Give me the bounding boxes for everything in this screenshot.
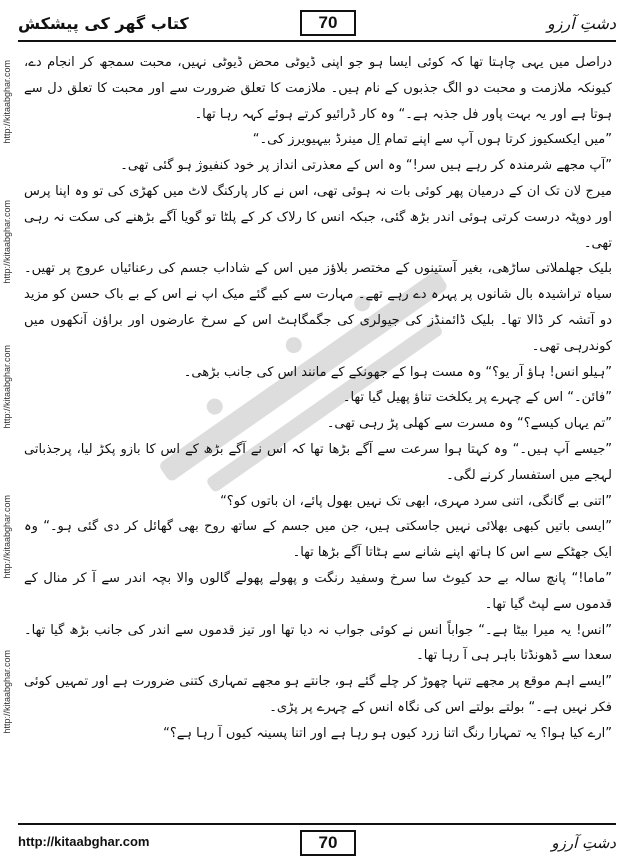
paragraph: ”انس! یہ میرا بیٹا ہے۔“ جواباً انس نے کوئی جواب نہ دیا تھا اور تیز قدموں سے اندر کی جانب بڑھ گیا تھا۔ سعدا سے ڈھونڈتا باہر ہی آ رہا تھا۔ xyxy=(24,622,612,664)
footer-rule xyxy=(18,823,616,825)
paragraph: ”ایسی باتیں کبھی بھلائی نہیں جاسکتی ہیں، جن میں جسم کے ساتھ روح بھی گھائل کر دی گئی ہو۔“ وہ ایک جھٹکے سے اس کا ہاتھ اپنے شانے سے ہٹاتا آگے بڑھا تھا۔ xyxy=(24,519,612,561)
paragraph: بلیک جھلملاتی ساڑھی، بغیر آستینوں کے مختصر بلاؤز میں اس کے شاداب جسم کی رعنائیاں عروج پر تھیں۔ سیاہ تراشیدہ بال شانوں پر پہرہ دے رہے تھے۔ مہارت سے کیے گئے میک اپ نے اس کے بے باک حسن کو مزید دو آتشہ کر ڈالا تھا۔ بلیک ڈائمنڈز کی جیولری کی جگمگاہٹ اس کے سرخ عارضوں اور براؤن آنکھوں میں کوندرہی تھی۔ xyxy=(24,261,612,354)
paragraph: میرج لان تک ان کے درمیان پھر کوئی بات نہ ہوئی تھی، اس نے کار پارکنگ لاٹ میں کھڑی کی تو وہ اپنا پرس اور دوپٹہ درست کرتی ہوئی اندر بڑھ گئی، جبکہ انس کا رلاک کر کے پلٹا تو گویا آگے بڑھنے کی سکت نہ رہی تھی۔ xyxy=(24,183,612,251)
article-body xyxy=(24,50,612,816)
header-rule xyxy=(18,40,616,42)
side-url-3: http://kitaabghar.com xyxy=(2,345,12,429)
side-url-1: http://kitaabghar.com xyxy=(2,60,12,144)
side-url-4: http://kitaabghar.com xyxy=(2,495,12,579)
page-number-bottom: 70 xyxy=(300,830,356,856)
paragraph: ”آپ مجھے شرمندہ کر رہے ہیں سر!“ وہ اس کے معذرتی انداز پر خود کنفیوژ ہو گئی تھی۔ xyxy=(120,158,612,174)
paragraph: ”جیسے آپ ہیں۔“ وہ کہتا ہوا سرعت سے آگے بڑھا تھا کہ اس نے آگے بڑھ کے اس کا بازو پکڑ لیا، پرجذباتی لہجے میں استفسار کرنے لگی۔ xyxy=(24,441,612,483)
side-url-2: http://kitaabghar.com xyxy=(2,200,12,284)
side-url-5: http://kitaabghar.com xyxy=(2,650,12,734)
paragraph: ”فائن۔“ اس کے چہرے پر یکلخت تناؤ پھیل گیا تھا۔ xyxy=(342,390,612,406)
book-title-bottom: دشتِ آرزو xyxy=(551,834,616,852)
publisher-label: کتاب گھر کی پیشکش xyxy=(18,14,189,33)
book-title-top: دشتِ آرزو xyxy=(547,14,616,33)
page-footer xyxy=(18,830,616,858)
paragraph: دراصل میں یہی چاہتا تھا کہ کوئی ایسا ہو جو اپنی ڈیوٹی محض ڈیوٹی نہیں، محبت سمجھ کر انجام دے، کیونکہ ملازمت و محبت دو الگ جذبوں کے نام ہیں۔ ملازمت کا تعلق ضرورت سے اور محبت کا تعلق دل سے ہوتا ہے اور یہ بہت پاور فل جذبہ ہے۔“ وہ کار ڈرائیو کرتے ہوئے کہہ رہا تھا۔ xyxy=(24,55,612,122)
paragraph: ”ہیلو انس! ہاؤ آر یو؟“ وہ مست ہوا کے جھونکے کے مانند اس کی جانب بڑھی۔ xyxy=(183,364,612,380)
page-number-top: 70 xyxy=(300,10,356,36)
paragraph: ”ارے کیا ہوا؟ یہ تمہارا رنگ اتنا زرد کیوں ہو رہا ہے اور اتنا پسینہ کیوں آ رہا ہے؟“ xyxy=(163,725,612,741)
footer-url-link[interactable]: http://kitaabghar.com xyxy=(18,834,150,849)
paragraph: ”ایسے اہم موقع پر مجھے تنہا چھوڑ کر چلے گئے ہو، جانتے ہو مجھے تمہاری کتنی ضرورت ہے اور تمہیں کوئی فکر نہیں ہے۔“ بولتے بولتے اس کی نگاہ انس کے چہرے پر پڑی۔ xyxy=(24,674,612,715)
paragraph: ”اتنی بے گانگی، اتنی سرد مہری، ابھی تک نہیں بھول پائے، ان باتوں کو؟“ xyxy=(220,493,612,509)
page-header xyxy=(18,10,616,40)
paragraph: ”میں ایکسکیوز کرتا ہوں آپ سے اپنے تمام اِل مینرڈ بیہیویرز کی۔“ xyxy=(252,132,612,148)
paragraph: ”ماما!“ پانچ سالہ بے حد کیوٹ سا سرخ وسفید رنگت و پھولے پھولے گالوں والا بچہ اندر سے آ کر منال کے قدموں سے لپٹ گیا تھا۔ xyxy=(24,570,612,612)
paragraph: ”تم یہاں کیسے؟“ وہ مسرت سے کھلی پڑ رہی تھی۔ xyxy=(326,416,612,432)
